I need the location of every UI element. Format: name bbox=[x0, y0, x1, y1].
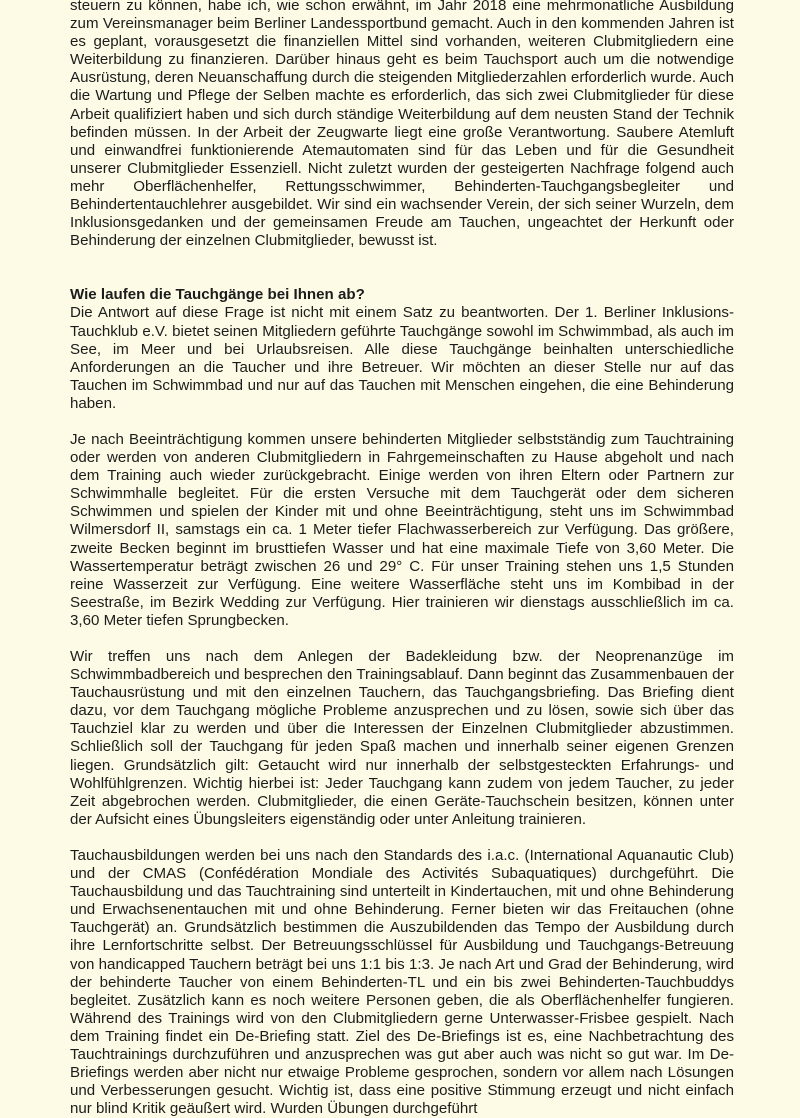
paragraph: steuern zu können, habe ich, wie schon erwähnt, im Jahr 2018 eine mehrmonatliche Ausbildung zum Vereinsmanager beim Berliner Landessportbund gemacht. Auch in den kommenden Jahren ist es geplant, vorausgesetzt die finanziellen Mittel sind vorhanden, weiteren Clubmitgliedern eine Weiterbildung zu finanzieren. Darüber hinaus geht es beim Tauchsport auch um die notwendige Ausrüstung, deren Neuanschaffung durch die steigenden Mitgliederzahlen erforderlich wurde. Auch die Wartung und Pflege der Selben machte es erforderlich, das sich zwei Clubmitglieder für diese Arbeit qualifiziert haben und sich durch ständige Weiterbildung auf dem neusten Stand der Technik befinden müssen. In der Arbeit der Zeugwarte liegt eine große Verantwortung. Saubere Atemluft und einwandfrei funktionierende Atemautomaten sind für das Leben und für die Gesundheit unserer Clubmitglieder Essenziell. Nicht zuletzt wurden der gesteigerten Nachfrage folgend auch mehr Oberflächenhelfer, Rettungsschwimmer, Behinderten-Tauchgangsbegleiter und Behindertentauchlehrer ausgebildet. Wir sind ein wachsender Verein, der sich seiner Wurzeln, dem Inklusionsgedanken und der gemeinsamen Freude am Tauchen, ungeachtet der Herkunft oder Behinderung der einzelnen Clubmitglieder, bewusst ist. bbox=[70, 0, 734, 250]
paragraph: Die Antwort auf diese Frage ist nicht mit einem Satz zu beantworten. Der 1. Berliner Inklusions-Tauchklub e.V. bietet seinen Mitgliedern geführte Tauchgänge sowohl im Schwimmbad, als auch im See, im Meer und bei Urlaubsreisen. Alle diese Tauchgänge beinhalten unterschiedliche Anforderungen an die Taucher und ihre Betreuer. Wir möchten an dieser Stelle nur auf das Tauchen im Schwimmbad und nur auf das Tauchen mit Menschen eingehen, die eine Behinderung haben. bbox=[70, 304, 734, 412]
paragraph-spacer bbox=[70, 413, 734, 431]
paragraph: Je nach Beeinträchtigung kommen unsere behinderten Mitglieder selbstständig zum Tauchtraining oder werden von anderen Clubmitgliedern in Fahrgemeinschaften zu Hause abgeholt und nach dem Training auch wieder zurückgebracht. Einige werden von ihren Eltern oder Partnern zur Schwimmhalle begleitet. Für die ersten Versuche mit dem Tauchgerät oder dem sicheren Schwimmen und spielen der Kinder mit und ohne Beeinträchtigung, steht uns im Schwimmbad Wilmersdorf II, samstags ein ca. 1 Meter tiefer Flachwasserbereich zur Verfügung. Das größere, zweite Becken beginnt im brusttiefen Wasser und hat eine maximale Tiefe von 3,60 Meter. Die Wassertemperatur beträgt zwischen 26 und 29° C. Für unser Training stehen uns 1,5 Stunden reine Wasserzeit zur Verfügung. Eine weitere Wasserfläche steht uns im Kombibad in der Seestraße, im Bezirk Wedding zur Verfügung. Hier trainieren wir dienstags ausschließlich im ca. 3,60 Meter tiefen Sprungbecken. bbox=[70, 430, 734, 629]
section-heading: Wie laufen die Tauchgänge bei Ihnen ab? bbox=[70, 286, 365, 304]
document-body bbox=[70, 0, 734, 1118]
paragraph-spacer bbox=[70, 250, 734, 286]
paragraph: Wir treffen uns nach dem Anlegen der Badekleidung bzw. der Neoprenanzüge im Schwimmbadbereich und besprechen den Trainingsablauf. Dann beginnt das Zusammenbauen der Tauchausrüstung und mit den einzelnen Tauchern, das Tauchgangsbriefing. Das Briefing dient dazu, vor dem Tauchgang mögliche Probleme anzusprechen und zu lösen, sowie sich über das Tauchziel klar zu werden und über die Interessen der Einzelnen Clubmitglieder abzustimmen. Schließlich soll der Tauchgang für jeden Spaß machen und innerhalb seiner eigenen Grenzen liegen. Grundsätzlich gilt: Getaucht wird nur innerhalb der selbstgesteckten Erfahrungs- und Wohlfühlgrenzen. Wichtig hierbei ist: Jeder Tauchgang kann zudem von jedem Taucher, zu jeder Zeit abgebrochen werden. Clubmitglieder, die einen Geräte-Tauchschein besitzen, können unter der Aufsicht eines Übungsleiters eigenständig oder unter Anleitung trainieren. bbox=[70, 648, 734, 828]
paragraph-spacer bbox=[70, 630, 734, 648]
paragraph-spacer bbox=[70, 829, 734, 847]
paragraph: Tauchausbildungen werden bei uns nach den Standards des i.a.c. (International Aquanautic Club) und der CMAS (Confédération Mondiale des Activités Subaquatiques) durchgeführt. Die Tauchausbildung und das Tauchtraining sind unterteilt in Kindertauchen, mit und ohne Behinderung und Erwachsenentauchen mit und ohne Behinderung. Ferner bieten wir das Freitauchen (ohne Tauchgerät) an. Grundsätzlich bestimmen die Auszubildenden das Tempo der Ausbildung durch ihre Lernfortschritte selbst. Der Betreuungsschlüssel für Ausbildung und Tauchgangs-Betreuung von handicapped Tauchern beträgt bei uns 1:1 bis 1:3. Je nach Art und Grad der Behinderung, wird der behinderte Taucher von einem Behinderten-TL und ein bis zwei Behinderten-Tauchbuddys begleitet. Zusätzlich kann es noch weitere Personen geben, die als Oberflächenhelfer fungieren. Während des Trainings wird von den Clubmitgliedern gerne Unterwasser-Frisbee gespielt. Nach dem Training findet ein De-Briefing statt. Ziel des De-Briefings ist es, eine Nachbetrachtung des Tauchtrainings durchzuführen und anzusprechen was gut aber auch was nicht so gut war. Im De-Briefings werden aber nicht nur etwaige Probleme gesprochen, sondern vor allem nach Lösungen und Verbesserungen gesucht. Wichtig ist, dass eine positive Stimmung erzeugt und nicht einfach nur blind Kritik geäußert wird. Wurden Übungen durchgeführt bbox=[70, 846, 734, 1118]
